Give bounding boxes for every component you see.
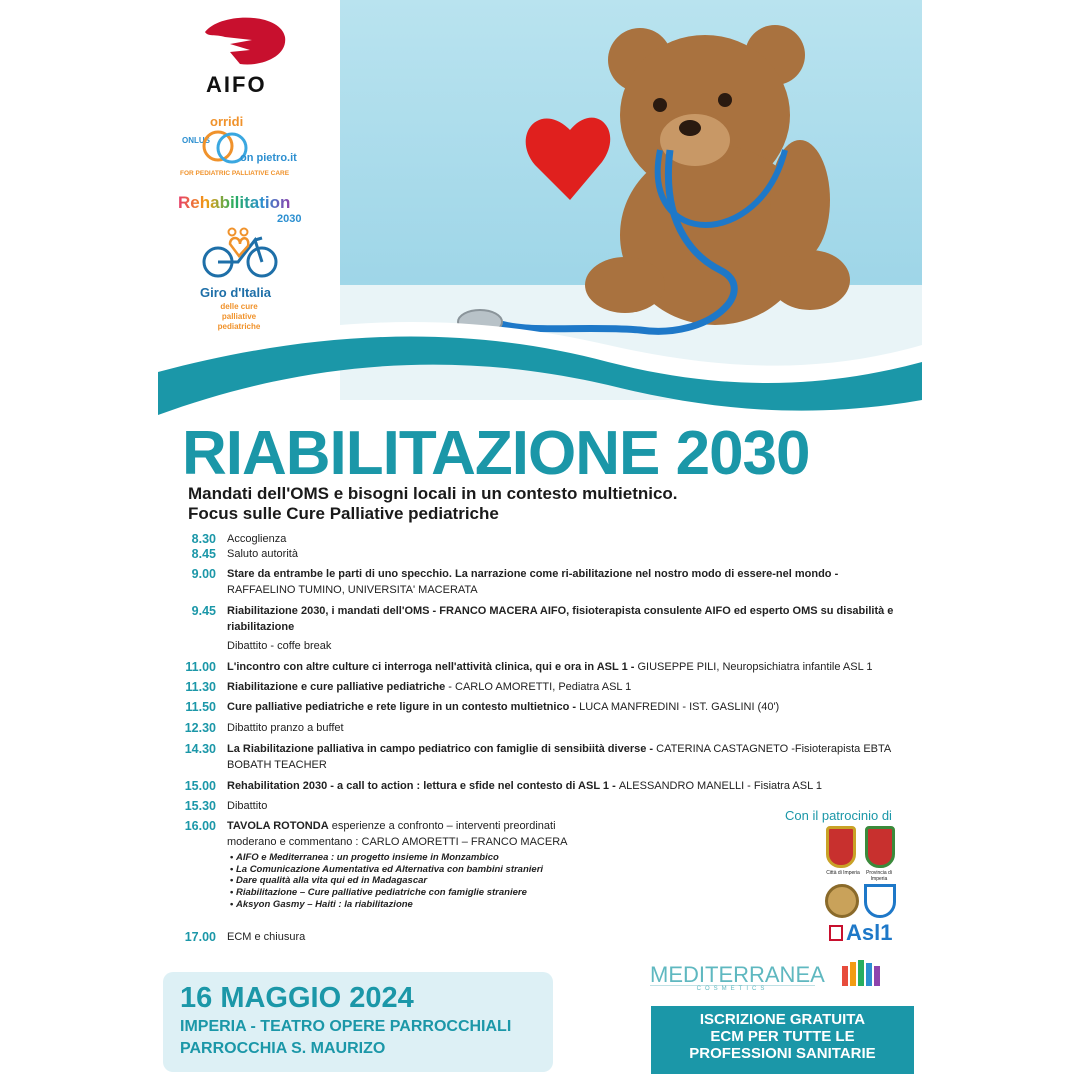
session-speaker: Dibattito pranzo a buffet <box>227 722 344 734</box>
schedule-time: 17.00 <box>184 930 216 944</box>
mediterranea-sub: COSMETICS <box>650 985 815 992</box>
session-speaker: RAFFAELINO TUMINO, UNIVERSITA' MACERATA <box>227 584 478 596</box>
session-title: La Riabilitazione palliativa in campo pediatrico con famiglie di sensibiità diverse - <box>227 743 657 755</box>
province-label: Provincia di Imperia <box>866 870 892 882</box>
session-title: L'incontro con altre culture ci interroga nell'attività clinica, qui e ora in ASL 1 - <box>227 661 635 673</box>
aifo-text: AIFO <box>206 72 267 97</box>
schedule-text <box>227 699 917 715</box>
session-speaker: Accoglienza <box>227 533 287 545</box>
giro-title: Giro d'Italia <box>200 285 271 300</box>
schedule-time: 16.00 <box>184 819 216 833</box>
schedule-text <box>227 778 917 794</box>
session-speaker: Dibattito <box>227 800 268 812</box>
liguria-flag-icon <box>829 925 843 941</box>
schedule-text <box>227 929 917 945</box>
session-title: Riabilitazione e cure palliative pediatriche <box>227 681 446 693</box>
session-speaker: LUCA MANFREDINI - IST. GASLINI (40') <box>579 701 780 713</box>
session-speaker: Saluto autorità <box>227 548 298 560</box>
schedule-text <box>227 638 917 654</box>
session-speaker: CATERINA CASTAGNETO -Fisioterapista EBTA BOBATH TEACHER <box>227 743 891 771</box>
city-crest-icon <box>826 826 856 868</box>
list-item: • Dare qualità alla vita qui ed in Madagascar <box>230 875 543 887</box>
list-item: • Aksyon Gasmy – Haiti : la riabilitazione <box>230 899 543 911</box>
schedule-time: 9.45 <box>191 604 216 618</box>
schedule-text <box>227 546 917 562</box>
page-title: RIABILITAZIONE 2030 <box>182 419 810 488</box>
session-speaker: ALESSANDRO MANELLI - Fisiatra ASL 1 <box>618 780 822 792</box>
session-title: Rehabilitation 2030 - a call to action : lettura e sfide nel contesto di ASL 1 - <box>227 780 619 792</box>
schedule-text <box>227 741 917 773</box>
giro-tagline: delle cure palliative pediatriche <box>217 302 261 331</box>
session-title: Stare da entrambe le parti di uno specchio. La narrazione come ri-abilitazione nel nostro modo di essere-nel mondo - <box>227 568 839 580</box>
seal-icon <box>825 884 859 918</box>
session-title: Riabilitazione 2030, i mandati dell'OMS - FRANCO MACERA AIFO, fisioterapista consulente AIFO ed esperto OMS su disabilità e riabilitazione <box>227 605 894 633</box>
schedule-time: 15.00 <box>184 779 216 793</box>
session-title: Cure palliative pediatriche e rete ligure in un contesto multietnico - <box>227 701 580 713</box>
schedule-time: 15.30 <box>184 799 216 813</box>
session-moderators: moderano e commentano : CARLO AMORETTI – FRANCO MACERA <box>227 836 568 848</box>
aifo-logo <box>200 12 290 100</box>
schedule-time: 11.00 <box>185 660 216 674</box>
schedule-text <box>227 531 917 547</box>
patronage-label: Con il patrocinio di <box>785 808 892 823</box>
event-date: 16 MAGGIO 2024 <box>180 982 414 1014</box>
registration-banner: ISCRIZIONE GRATUITA ECM PER TUTTE LE PROFESSIONI SANITARIE <box>651 1006 914 1074</box>
subtitle: Mandati dell'OMS e bisogni locali in un contesto multietnico. Focus sulle Cure Palliative pediatriche <box>188 484 678 523</box>
session-title: TAVOLA ROTONDA <box>227 820 329 832</box>
asl1-logo: Asl1 <box>846 920 893 945</box>
schedule-time: 11.30 <box>185 680 216 694</box>
schedule-time: 8.45 <box>191 547 216 561</box>
schedule-time: 11.50 <box>185 700 216 714</box>
province-crest-icon <box>865 826 895 868</box>
schedule-text <box>227 566 917 598</box>
schedule-text <box>227 603 917 635</box>
schedule-text <box>227 659 917 675</box>
session-speaker: - CARLO AMORETTI, Pediatra ASL 1 <box>445 681 632 693</box>
list-item: • AIFO e Mediterranea : un progetto insieme in Monzambico <box>230 852 543 864</box>
schedule-time: 14.30 <box>184 742 216 756</box>
schedule-text <box>227 679 917 695</box>
session-speaker: ECM e chiusura <box>227 931 306 943</box>
round-table-list <box>230 852 543 911</box>
hands-logo-icon <box>864 884 896 918</box>
schedule-time: 12.30 <box>184 721 216 735</box>
sorridi-logo: orridi ONLUS on pietro.it FOR PEDIATRIC PALLIATIVE CARE <box>180 114 297 177</box>
mediterranea-logo: MEDITERRANEA <box>650 962 825 987</box>
schedule-text <box>227 720 917 736</box>
session-speaker: Dibattito - coffe break <box>227 640 332 652</box>
schedule-time: 8.30 <box>191 532 216 546</box>
giro-bicycle-icon <box>200 226 280 281</box>
list-item: • Riabilitazione – Cure palliative pediatriche con famiglie straniere <box>230 887 543 899</box>
session-speaker: esperienze a confronto – interventi preordinati <box>328 820 556 832</box>
city-label: Città di Imperia <box>826 870 860 876</box>
list-item: • La Comunicazione Aumentativa ed Alternativa con bambini stranieri <box>230 864 543 876</box>
aifo-hand-icon <box>200 12 290 67</box>
rehabilitation-2030-logo: Rehabilitation <box>178 193 291 212</box>
session-speaker: GIUSEPPE PILI, Neuropsichiatra infantile ASL 1 <box>634 661 873 673</box>
event-parish: PARROCCHIA S. MAURIZO <box>180 1040 386 1057</box>
event-venue: IMPERIA - TEATRO OPERE PARROCCHIALI <box>180 1018 512 1035</box>
raised-hands-icon <box>840 958 888 988</box>
schedule-time: 9.00 <box>191 567 216 581</box>
rehabilitation-year: 2030 <box>277 213 302 225</box>
